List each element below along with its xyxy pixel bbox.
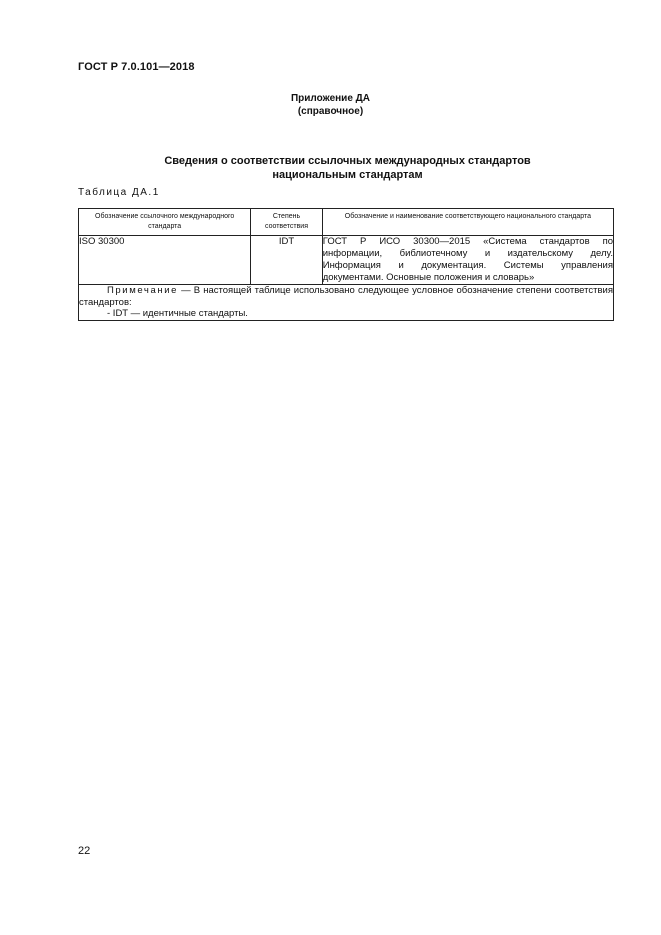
- header-national-standard: Обозначение и наименование соответствующего национального стандарта: [322, 209, 613, 236]
- correspondence-table: [78, 208, 614, 321]
- document-title-line-1: Сведения о соответствии ссылочных международных стандартов: [164, 155, 531, 167]
- page-number: 22: [78, 845, 91, 857]
- header-intl-standard: Обозначение ссылочного международного стандарта: [79, 209, 251, 236]
- table-label: Таблица ДА.1: [78, 187, 160, 198]
- appendix-type: (справочное): [297, 106, 364, 117]
- document-title: [0, 154, 661, 182]
- degree-cell: IDT: [251, 236, 322, 285]
- note-label: Примечание: [107, 285, 178, 296]
- note-list-item: - IDT — идентичные стандарты.: [107, 308, 248, 319]
- national-standard-cell: ГОСТ Р ИСО 30300—2015 «Система стандартов по информации, библиотечному и издательскому делу. Информация и документация. Системы управления документами. Основные положения и словарь»: [322, 236, 613, 283]
- note-body: — В настоящей таблице использовано следующее условное обозначение степени соответствия стандартов:: [79, 285, 613, 308]
- table-note-row: [79, 285, 614, 321]
- appendix-title: Приложение ДА: [290, 93, 371, 104]
- document-title-line-2: национальным стандартам: [272, 169, 423, 181]
- note-text: [79, 285, 613, 308]
- intl-standard-cell: ISO 30300: [79, 236, 251, 285]
- header-degree: Степень соответствия: [251, 209, 322, 236]
- document-code-header: ГОСТ Р 7.0.101—2018: [78, 61, 195, 73]
- table-header-row: [79, 209, 614, 236]
- table-note: [79, 285, 614, 321]
- table-row: [79, 236, 614, 285]
- appendix-heading: [0, 92, 661, 118]
